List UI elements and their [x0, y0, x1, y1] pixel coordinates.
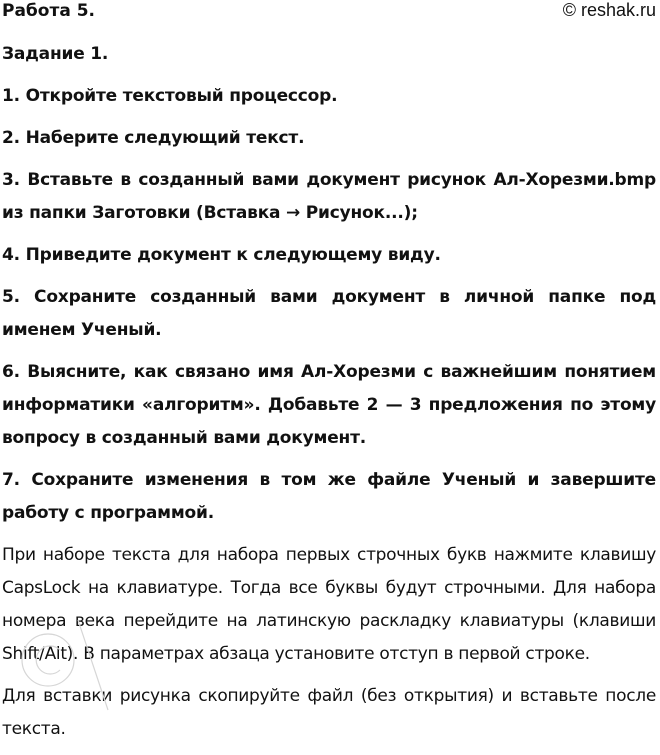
- step-7: 7. Сохраните изменения в том же файле Ученый и завершите работу с программой.: [2, 470, 656, 523]
- note-2: Для вставки рисунка скопируйте файл (без открытия) и вставьте после текста.: [2, 686, 656, 739]
- document: [2, 0, 656, 755]
- task-title: Задание 1.: [2, 44, 109, 64]
- work-title: Работа 5.: [2, 1, 96, 21]
- step-3: 3. Вставьте в созданный вами документ рисунок Ал-Хорезми.bmp из папки Заготовки (Вставка → Рисунок...);: [2, 170, 656, 223]
- step-6: 6. Выясните, как связано имя Ал-Хорезми с важнейшим понятием информатики «алгоритм». Добавьте 2 — 3 предложения по этому вопросу в созданный вами документ.: [2, 362, 656, 448]
- watermark-text: © reshak.ru: [562, 0, 656, 20]
- step-5: 5. Сохраните созданный вами документ в личной папке под именем Ученый.: [2, 287, 656, 340]
- header: [2, 0, 656, 26]
- step-1: 1. Откройте текстовый процессор.: [2, 86, 338, 106]
- note-1: При наборе текста для набора первых строчных букв нажмите клавишу CapsLock на клавиатуре. Тогда все буквы будут строчными. Для набора номера века перейдите на латинскую раскладку клавиатуры (клавиши Shift/Alt). В параметрах абзаца установите отступ в первой строке.: [2, 545, 656, 664]
- step-4: 4. Приведите документ к следующему виду.: [2, 245, 441, 265]
- step-2: 2. Наберите следующий текст.: [2, 128, 305, 148]
